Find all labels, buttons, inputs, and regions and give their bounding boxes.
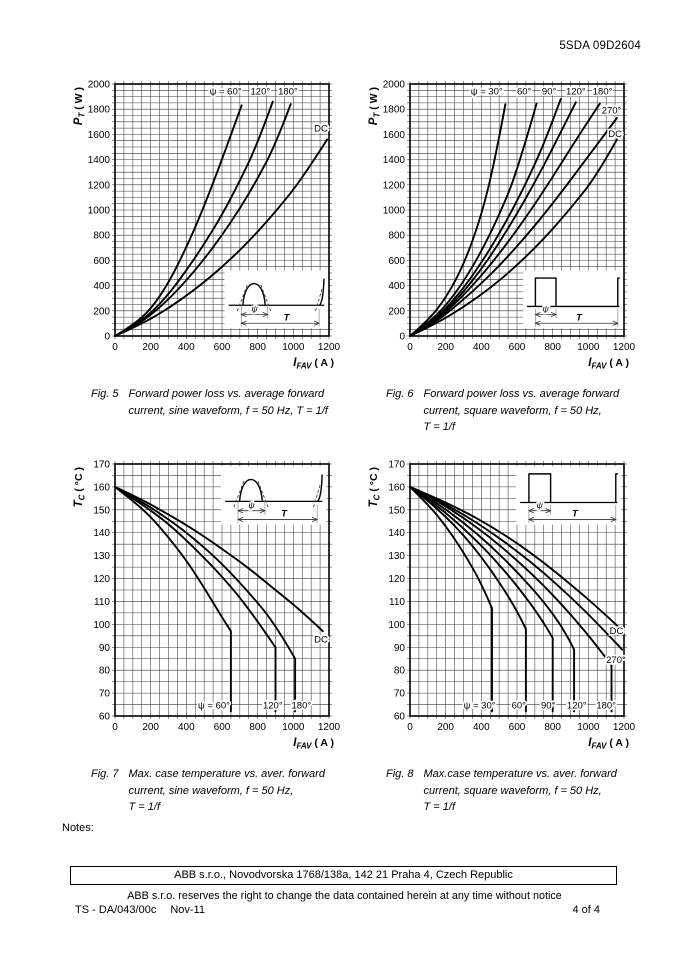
svg-text:110: 110	[94, 596, 110, 608]
fig6-power-loss-square-chart	[352, 72, 644, 372]
svg-text:400: 400	[388, 281, 405, 293]
svg-text:TC ( °C ): TC ( °C )	[368, 467, 382, 508]
svg-text:1000: 1000	[282, 342, 305, 353]
fig6-caption-text: Forward power loss vs. average forward current, square waveform, f = 50 Hz, T = 1/f	[423, 388, 620, 433]
svg-text:600: 600	[508, 342, 526, 353]
notes-label: Notes:	[62, 822, 94, 834]
svg-text:600: 600	[213, 722, 231, 733]
svg-text:ψ: ψ	[251, 303, 258, 314]
svg-text:1600: 1600	[87, 129, 110, 141]
svg-text:PT ( W ): PT ( W )	[73, 87, 87, 126]
svg-text:DC: DC	[314, 634, 328, 646]
fig6-caption	[386, 386, 644, 436]
fig7-caption-id: Fig. 7	[91, 768, 119, 780]
doc-number: 5SDA 09D2604	[559, 40, 641, 52]
svg-text:1200: 1200	[317, 722, 341, 733]
svg-text:200: 200	[142, 342, 160, 353]
svg-text:ψ = 30°: ψ = 30°	[470, 86, 503, 98]
svg-text:DC: DC	[609, 626, 624, 638]
svg-text:160: 160	[388, 482, 405, 494]
svg-text:600: 600	[213, 342, 231, 353]
svg-text:90: 90	[393, 642, 405, 654]
svg-text:200: 200	[388, 306, 405, 318]
svg-text:ψ: ψ	[248, 499, 255, 510]
svg-text:80: 80	[393, 665, 405, 677]
fig5-caption-id: Fig. 5	[91, 388, 119, 400]
svg-text:80: 80	[98, 665, 110, 677]
svg-text:90°: 90°	[541, 700, 556, 712]
svg-text:1000: 1000	[87, 205, 110, 217]
svg-text:T: T	[576, 312, 582, 324]
svg-text:1400: 1400	[87, 155, 110, 167]
svg-text:1400: 1400	[382, 155, 405, 167]
svg-text:IFAV ( A ): IFAV ( A )	[588, 737, 629, 751]
svg-text:0: 0	[407, 722, 413, 733]
svg-text:100: 100	[93, 619, 110, 631]
svg-text:ψ: ψ	[536, 499, 543, 510]
svg-text:150: 150	[388, 505, 405, 517]
svg-text:200: 200	[142, 722, 160, 733]
svg-text:60: 60	[98, 711, 110, 723]
svg-text:70: 70	[98, 688, 110, 700]
svg-text:T: T	[572, 508, 578, 520]
svg-text:1200: 1200	[317, 342, 341, 353]
fig8-case-temp-square-chart	[352, 452, 644, 752]
fig7-caption	[91, 766, 349, 816]
svg-text:IFAV ( A ): IFAV ( A )	[293, 357, 334, 371]
figure-6	[352, 72, 644, 436]
svg-text:600: 600	[388, 255, 405, 267]
svg-text:160: 160	[93, 482, 110, 494]
svg-text:1000: 1000	[577, 722, 600, 733]
svg-text:0: 0	[112, 342, 118, 353]
footer-disclaimer: ABB s.r.o. reserves the right to change the data contained herein at any time without notice	[127, 890, 562, 902]
svg-text:90°: 90°	[541, 86, 557, 98]
svg-text:800: 800	[249, 342, 267, 353]
svg-text:200: 200	[437, 722, 455, 733]
svg-text:120°: 120°	[566, 700, 587, 712]
svg-text:0: 0	[399, 331, 405, 343]
svg-text:ψ: ψ	[542, 303, 549, 314]
svg-text:60°: 60°	[511, 700, 526, 712]
svg-text:TC ( °C ): TC ( °C )	[73, 467, 87, 508]
svg-text:800: 800	[544, 342, 562, 353]
svg-text:140: 140	[93, 528, 110, 540]
svg-text:130: 130	[93, 551, 110, 563]
doc-ref-code: TS - DA/043/00c	[75, 904, 157, 916]
svg-text:100: 100	[388, 619, 405, 631]
svg-text:DC: DC	[608, 128, 622, 140]
svg-text:ψ = 60°: ψ = 60°	[197, 700, 230, 712]
fig5-power-loss-sine-chart	[57, 72, 349, 372]
fig8-caption	[386, 766, 644, 816]
svg-text:200: 200	[93, 306, 110, 318]
svg-text:90: 90	[98, 642, 110, 654]
svg-text:120°: 120°	[250, 86, 271, 98]
svg-text:1000: 1000	[282, 722, 305, 733]
svg-text:400: 400	[93, 281, 110, 293]
svg-text:120: 120	[93, 574, 110, 586]
svg-text:200: 200	[437, 342, 455, 353]
svg-text:170: 170	[388, 459, 405, 471]
svg-text:120°: 120°	[262, 700, 283, 712]
svg-text:1600: 1600	[382, 129, 405, 141]
svg-text:1800: 1800	[87, 104, 110, 116]
svg-text:180°: 180°	[291, 700, 312, 712]
svg-text:1200: 1200	[382, 180, 405, 192]
fig7-caption-text: Max. case temperature vs. aver. forward current, sine waveform, f = 50 Hz, T = 1/f	[128, 768, 325, 813]
svg-text:ψ = 30°: ψ = 30°	[463, 700, 496, 712]
svg-text:140: 140	[388, 528, 405, 540]
svg-text:1000: 1000	[382, 205, 405, 217]
svg-text:1200: 1200	[87, 180, 110, 192]
svg-text:130: 130	[388, 551, 405, 563]
svg-text:70: 70	[393, 688, 405, 700]
svg-text:DC: DC	[314, 123, 328, 135]
svg-text:270°: 270°	[601, 105, 622, 117]
fig6-caption-id: Fig. 6	[386, 388, 414, 400]
svg-text:IFAV ( A ): IFAV ( A )	[293, 737, 334, 751]
svg-text:0: 0	[407, 342, 413, 353]
svg-text:1800: 1800	[382, 104, 405, 116]
svg-text:600: 600	[508, 722, 526, 733]
svg-text:180°: 180°	[592, 86, 613, 98]
svg-text:400: 400	[177, 342, 195, 353]
fig8-caption-id: Fig. 8	[386, 768, 414, 780]
svg-text:150: 150	[93, 505, 110, 517]
svg-text:800: 800	[544, 722, 562, 733]
doc-ref-date: Nov-11	[170, 904, 205, 916]
svg-text:0: 0	[104, 331, 110, 343]
svg-text:60°: 60°	[516, 86, 532, 98]
svg-text:400: 400	[472, 342, 490, 353]
svg-text:2000: 2000	[87, 79, 110, 91]
fig5-caption	[91, 386, 349, 419]
figure-5	[57, 72, 349, 419]
svg-text:110: 110	[389, 596, 405, 608]
svg-text:800: 800	[388, 230, 405, 242]
fig7-case-temp-sine-chart	[57, 452, 349, 752]
svg-text:600: 600	[93, 255, 110, 267]
fig5-caption-text: Forward power loss vs. average forward current, sine waveform, f = 50 Hz, T = 1/f	[128, 388, 328, 417]
svg-text:1200: 1200	[612, 342, 636, 353]
svg-text:1200: 1200	[612, 722, 636, 733]
svg-text:PT ( W ): PT ( W )	[368, 87, 382, 126]
svg-text:400: 400	[472, 722, 490, 733]
footer-address-box: ABB s.r.o., Novodvorska 1768/138a, 142 21 Praha 4, Czech Republic	[70, 866, 617, 885]
svg-text:800: 800	[249, 722, 267, 733]
svg-text:T: T	[281, 508, 287, 520]
svg-text:2000: 2000	[382, 79, 405, 91]
figure-7	[57, 452, 349, 816]
footer-doc-ref	[75, 904, 205, 916]
svg-text:IFAV ( A ): IFAV ( A )	[588, 357, 629, 371]
figure-8	[352, 452, 644, 816]
svg-text:120°: 120°	[566, 86, 586, 98]
svg-text:60: 60	[393, 711, 405, 723]
svg-text:270°: 270°	[606, 654, 626, 666]
svg-text:180°: 180°	[278, 86, 298, 98]
svg-text:800: 800	[93, 230, 110, 242]
svg-text:400: 400	[177, 722, 195, 733]
fig8-caption-text: Max.case temperature vs. aver. forward current, square waveform, f = 50 Hz, T = 1/f	[423, 768, 617, 813]
svg-text:180°: 180°	[596, 700, 616, 712]
svg-text:120: 120	[388, 574, 405, 586]
svg-text:T: T	[283, 312, 290, 324]
svg-text:1000: 1000	[577, 342, 600, 353]
svg-text:ψ = 60°: ψ = 60°	[209, 86, 242, 98]
svg-text:170: 170	[93, 459, 110, 471]
svg-text:0: 0	[112, 722, 118, 733]
footer-page-indicator: 4 of 4	[572, 904, 600, 916]
